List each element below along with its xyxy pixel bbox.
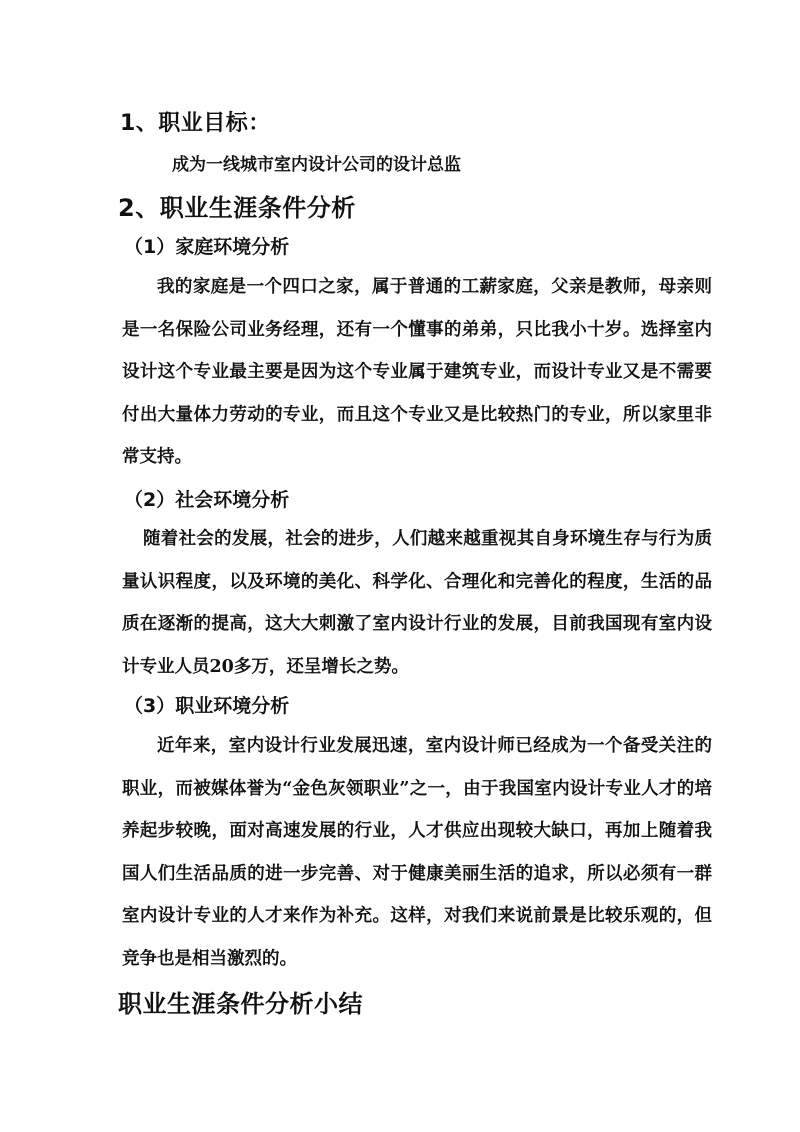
section-title-society: （2）社会环境分析 [124, 489, 290, 511]
heading-career-goal: 1、职业目标： [120, 111, 271, 136]
heading-career-conditions: 2、职业生涯条件分析 [118, 194, 356, 222]
section-body-profession: 近年来，室内设计行业发展迅速，室内设计师已经成为一个备受关注的职业，而被媒体誉为“金色灰领职业”之一，由于我国室内设计专业人才的培养起步较晚，面对高速发展的行业，人才供应出现较大缺口，再加上随着我国人们生活品质的进一步完善、对于健康美丽生活的追求，所以必须有一群室内设计专业的人才来作为补充。这样，对我们来说前景是比较乐观的，但竞争也是相当激烈的。 [122, 736, 712, 969]
heading-summary: 职业生涯条件分析小结 [118, 990, 363, 1018]
career-goal-text: 成为一线城市室内设计公司的设计总监 [172, 155, 461, 175]
section-body-society: 随着社会的发展，社会的进步，人们越来越重视其自身环境生存与行为质量认识程度，以及环境的美化、科学化、合理化和完善化的程度，生活的品质在逐渐的提高，这大大刺激了室内设计行业的发展，目前我国现有室内设计专业人员20多万，还呈增长之势。 [122, 529, 712, 677]
section-body-family: 我的家庭是一个四口之家，属于普通的工薪家庭，父亲是教师，母亲则是一名保险公司业务经理，还有一个懂事的弟弟，只比我小十岁。选择室内设计这个专业最主要是因为这个专业属于建筑专业，而设计专业又是不需要付出大量体力劳动的专业，而且这个专业又是比较热门的专业，所以家里非常支持。 [122, 277, 712, 467]
section-title-profession: （3）职业环境分析 [124, 695, 290, 717]
section-title-family: （1）家庭环境分析 [124, 236, 290, 258]
